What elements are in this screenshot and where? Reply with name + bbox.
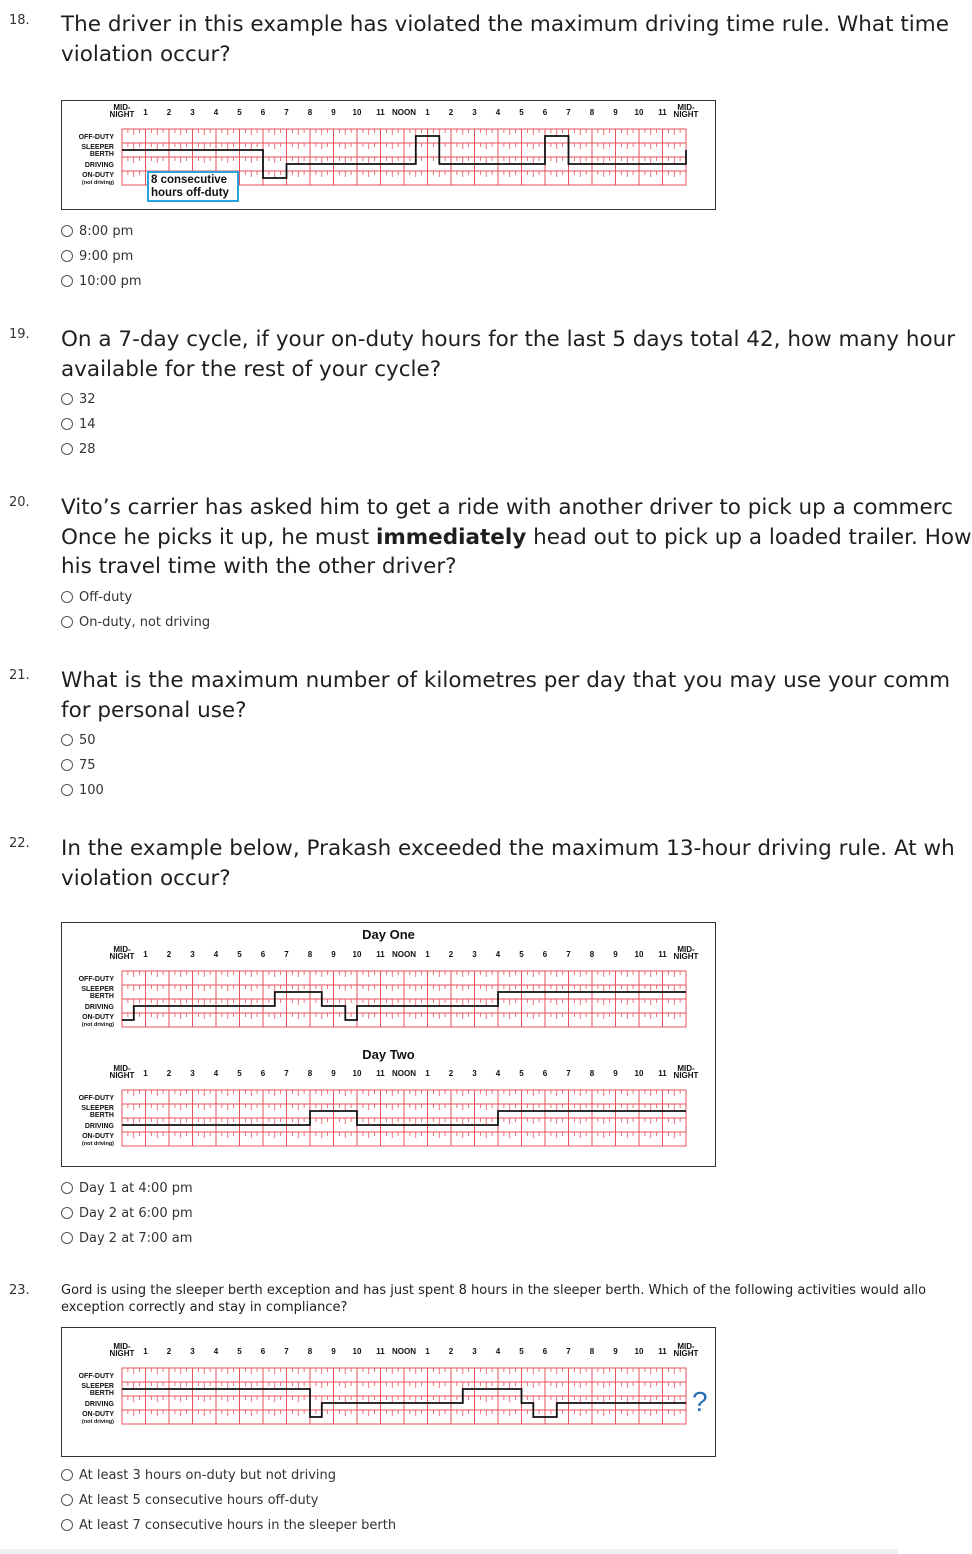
row-label: OFF-DUTY <box>78 1373 114 1380</box>
option-on-duty-not-driving[interactable]: On-duty, not driving <box>61 612 210 632</box>
row-label: ON-DUTY (not driving) <box>81 1411 114 1425</box>
hour-label: NOON <box>392 1069 416 1078</box>
hour-label: 7 <box>566 1069 571 1078</box>
hour-label: 6 <box>260 1347 266 1356</box>
hour-label: 11 <box>376 950 385 959</box>
row-label: OFF-DUTY <box>78 1095 114 1102</box>
option-14[interactable]: 14 <box>61 414 96 434</box>
hour-label: 5 <box>519 1347 524 1356</box>
hour-label: 10 <box>352 1069 362 1078</box>
question-number: 18. <box>9 13 30 28</box>
option-32[interactable]: 32 <box>61 389 96 409</box>
radio-button[interactable] <box>61 275 73 287</box>
radio-button[interactable] <box>61 784 73 796</box>
hour-label: 10 <box>634 950 644 959</box>
hour-label: 1 <box>425 1069 430 1078</box>
row-label: DRIVING <box>84 162 114 169</box>
option-off-duty[interactable]: Off-duty <box>61 587 132 607</box>
row-label: DRIVING <box>84 1123 114 1130</box>
hour-label: 4 <box>213 1347 219 1356</box>
hour-label: 11 <box>376 1069 385 1078</box>
radio-button[interactable] <box>61 616 73 628</box>
hour-label: MID-NIGHT <box>109 945 135 961</box>
hour-label: 4 <box>213 950 219 959</box>
hour-label: 3 <box>190 1069 195 1078</box>
radio-button[interactable] <box>61 393 73 405</box>
radio-button[interactable] <box>61 734 73 746</box>
hour-label: 6 <box>260 108 266 117</box>
log-grid-q22 <box>61 922 716 1167</box>
radio-button[interactable] <box>61 1182 73 1194</box>
hour-label: 10 <box>634 1347 644 1356</box>
row-label: ON-DUTY (not driving) <box>81 1133 114 1147</box>
hour-label: 1 <box>143 950 148 959</box>
row-label: SLEEPER BERTH <box>81 144 114 158</box>
hour-label: 6 <box>542 108 548 117</box>
hour-label: 10 <box>634 108 644 117</box>
radio-button[interactable] <box>61 1232 73 1244</box>
log-grid-q18 <box>61 100 716 210</box>
hour-label: 9 <box>613 950 618 959</box>
radio-button[interactable] <box>61 1519 73 1531</box>
hour-label: 8 <box>589 1347 595 1356</box>
question-number: 20. <box>9 495 30 510</box>
hour-label: 2 <box>166 1347 172 1356</box>
hour-label: 10 <box>352 1347 362 1356</box>
hour-label: MID-NIGHT <box>109 1064 135 1080</box>
hour-label: 10 <box>634 1069 644 1078</box>
hour-label: 8 <box>589 1069 595 1078</box>
log-grid-day-one <box>62 943 715 1043</box>
hour-label: NOON <box>392 108 416 117</box>
hour-label: 1 <box>143 1347 148 1356</box>
radio-button[interactable] <box>61 250 73 262</box>
row-label: ON-DUTY (not driving) <box>81 1014 114 1028</box>
hour-label: 1 <box>425 1347 430 1356</box>
option-50[interactable]: 50 <box>61 730 96 750</box>
hour-label: 7 <box>566 1347 571 1356</box>
hour-label: 1 <box>425 108 430 117</box>
option-day2-6pm[interactable]: Day 2 at 6:00 pm <box>61 1203 193 1223</box>
hour-label: 3 <box>472 108 477 117</box>
question-number: 19. <box>9 327 30 342</box>
log-grid-day-two <box>62 1062 715 1162</box>
hour-label: 1 <box>425 950 430 959</box>
hour-label: 4 <box>213 108 219 117</box>
option-day1-4pm[interactable]: Day 1 at 4:00 pm <box>61 1178 193 1198</box>
hour-label: MID-NIGHT <box>673 1342 699 1358</box>
hour-label: 7 <box>566 108 571 117</box>
hour-label: 4 <box>495 108 501 117</box>
hour-label: 7 <box>566 950 571 959</box>
question-text: In the example below, Prakash exceeded the maximum 13-hour driving rule. At wh violation occur? <box>61 836 955 891</box>
hour-label: 4 <box>213 1069 219 1078</box>
hour-label: MID-NIGHT <box>109 103 135 119</box>
row-label: OFF-DUTY <box>78 976 114 983</box>
hour-label: 5 <box>519 950 524 959</box>
hour-label: MID-NIGHT <box>673 1064 699 1080</box>
hour-label: 9 <box>613 1347 618 1356</box>
hour-label: 8 <box>307 1347 313 1356</box>
hour-label: 3 <box>472 1347 477 1356</box>
hour-label: 7 <box>284 108 289 117</box>
option-100[interactable]: 100 <box>61 780 104 800</box>
hour-label: 9 <box>613 108 618 117</box>
hour-label: 9 <box>331 1347 336 1356</box>
question-text: Vito’s carrier has asked him to get a ride with another driver to pick up a commerc Once he picks it up, he must immediately head out to pick up a loaded trailer. How his travel time with the other driver? <box>61 495 972 579</box>
option-9pm[interactable]: 9:00 pm <box>61 246 133 266</box>
hour-label: 3 <box>472 950 477 959</box>
question-mark: ? <box>692 1386 708 1417</box>
hour-label: MID-NIGHT <box>673 945 699 961</box>
emphasis: immediately <box>375 524 527 550</box>
radio-button[interactable] <box>61 759 73 771</box>
question-text: Gord is using the sleeper berth exception and has just spent 8 hours in the sleeper berth. Which of the following activities would allo exception correctly and stay in compliance? <box>61 1283 927 1315</box>
hour-label: 10 <box>352 950 362 959</box>
radio-button[interactable] <box>61 1207 73 1219</box>
option-75[interactable]: 75 <box>61 755 96 775</box>
hour-label: 2 <box>448 108 454 117</box>
hour-label: 5 <box>237 1347 242 1356</box>
radio-button[interactable] <box>61 591 73 603</box>
hour-label: MID-NIGHT <box>109 1342 135 1358</box>
hour-label: 4 <box>495 950 501 959</box>
hour-label: 2 <box>448 1069 454 1078</box>
hour-label: 7 <box>284 950 289 959</box>
option-3h-on-duty[interactable]: At least 3 hours on-duty but not driving <box>61 1465 336 1485</box>
hour-label: 6 <box>260 1069 266 1078</box>
day-one-title: Day One <box>362 927 415 942</box>
hour-label: 11 <box>376 1347 385 1356</box>
page-bottom-bar <box>0 1549 898 1554</box>
hour-label: 4 <box>495 1347 501 1356</box>
question-text: What is the maximum number of kilometres per day that you may use your comm for personal use? <box>61 668 951 723</box>
hour-label: 9 <box>331 950 336 959</box>
row-label: DRIVING <box>84 1004 114 1011</box>
hour-label: 1 <box>143 108 148 117</box>
option-7h-sleeper[interactable]: At least 7 consecutive hours in the sleeper berth <box>61 1515 396 1535</box>
hour-label: 3 <box>190 950 195 959</box>
hour-label: 11 <box>658 950 667 959</box>
question-text: The driver in this example has violated the maximum driving time rule. What time violation occur? <box>61 12 949 67</box>
row-label: DRIVING <box>84 1401 114 1408</box>
hour-label: 3 <box>190 108 195 117</box>
hour-label: 11 <box>658 1347 667 1356</box>
hour-label: 4 <box>495 1069 501 1078</box>
hour-label: NOON <box>392 1347 416 1356</box>
hour-label: 7 <box>284 1069 289 1078</box>
option-8pm[interactable]: 8:00 pm <box>61 221 133 241</box>
hour-label: 3 <box>190 1347 195 1356</box>
hour-label: 5 <box>237 950 242 959</box>
hour-label: 8 <box>307 108 313 117</box>
log-grid-chart <box>62 1340 715 1448</box>
option-28[interactable]: 28 <box>61 439 96 459</box>
radio-button[interactable] <box>61 418 73 430</box>
question-number: 22. <box>9 836 30 851</box>
radio-button[interactable] <box>61 443 73 455</box>
hour-label: 2 <box>448 950 454 959</box>
hour-label: 2 <box>166 950 172 959</box>
hour-label: 5 <box>519 1069 524 1078</box>
hour-label: 5 <box>519 108 524 117</box>
hour-label: 6 <box>260 950 266 959</box>
question-text: On a 7-day cycle, if your on-duty hours for the last 5 days total 42, how many hour available for the rest of your cycle? <box>61 327 956 382</box>
hour-label: 8 <box>307 1069 313 1078</box>
hour-label: 2 <box>166 108 172 117</box>
off-duty-callout: 8 consecutive hours off-duty <box>147 171 239 202</box>
hour-label: 9 <box>331 1069 336 1078</box>
hour-label: 11 <box>658 1069 667 1078</box>
hour-label: 11 <box>376 108 385 117</box>
hour-label: 2 <box>166 1069 172 1078</box>
question-number: 23. <box>9 1283 30 1298</box>
log-grid-q23 <box>61 1327 716 1457</box>
hour-label: MID-NIGHT <box>673 103 699 119</box>
hour-label: 9 <box>331 108 336 117</box>
option-10pm[interactable]: 10:00 pm <box>61 271 142 291</box>
hour-label: 7 <box>284 1347 289 1356</box>
hour-label: 5 <box>237 1069 242 1078</box>
option-day2-7am[interactable]: Day 2 at 7:00 am <box>61 1228 192 1248</box>
hour-label: 8 <box>589 950 595 959</box>
hour-label: 9 <box>613 1069 618 1078</box>
option-5h-off-duty[interactable]: At least 5 consecutive hours off-duty <box>61 1490 318 1510</box>
hour-label: 1 <box>143 1069 148 1078</box>
hour-label: 8 <box>307 950 313 959</box>
hour-label: 3 <box>472 1069 477 1078</box>
radio-button[interactable] <box>61 225 73 237</box>
row-label: OFF-DUTY <box>78 134 114 141</box>
day-two-title: Day Two <box>362 1047 415 1062</box>
hour-label: 6 <box>542 1347 548 1356</box>
hour-label: 5 <box>237 108 242 117</box>
hour-label: NOON <box>392 950 416 959</box>
hour-label: 6 <box>542 1069 548 1078</box>
hour-label: 10 <box>352 108 362 117</box>
question-number: 21. <box>9 668 30 683</box>
row-label: ON-DUTY (not driving) <box>81 172 114 186</box>
radio-button[interactable] <box>61 1469 73 1481</box>
hour-label: 11 <box>658 108 667 117</box>
hour-label: 2 <box>448 1347 454 1356</box>
hour-label: 8 <box>589 108 595 117</box>
row-label: SLEEPER BERTH <box>81 1383 114 1397</box>
hour-label: 6 <box>542 950 548 959</box>
row-label: SLEEPER BERTH <box>81 986 114 1000</box>
row-label: SLEEPER BERTH <box>81 1105 114 1119</box>
radio-button[interactable] <box>61 1494 73 1506</box>
